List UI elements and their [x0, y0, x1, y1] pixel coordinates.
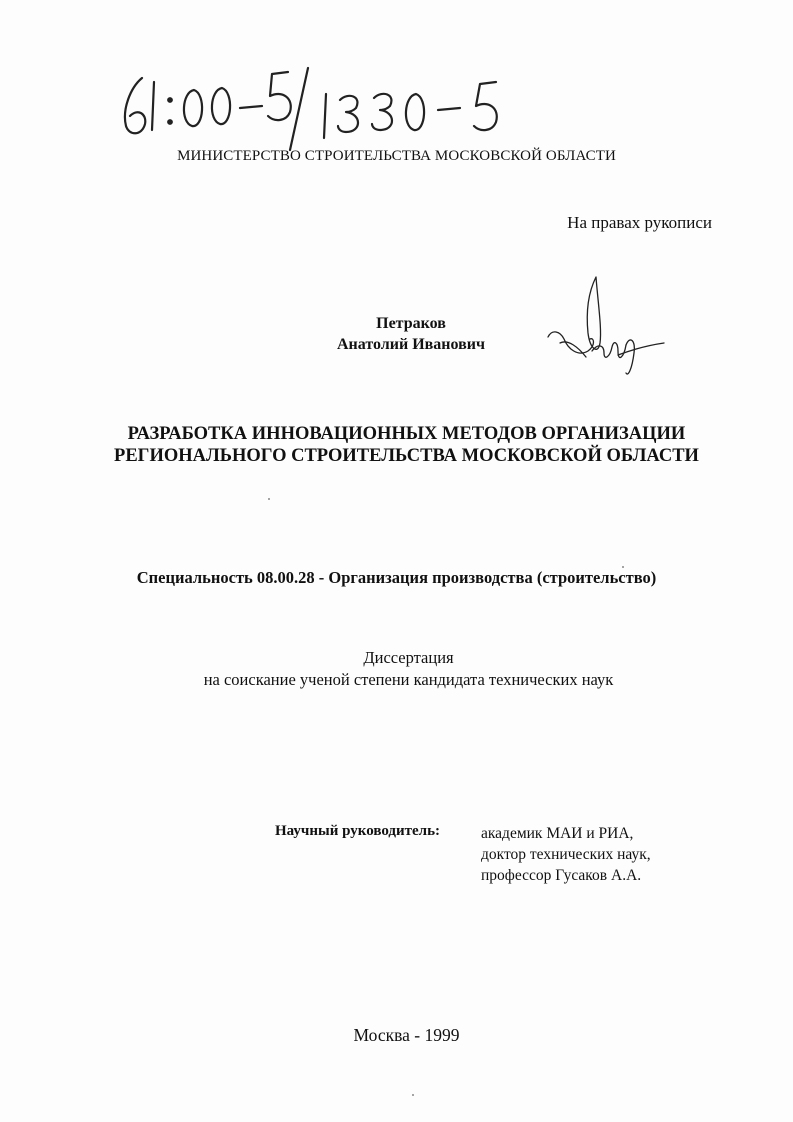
dissertation-line-1: Диссертация [363, 648, 454, 667]
city-year: Москва - 1999 [353, 1025, 460, 1045]
author-given-names: Анатолий Иванович [337, 336, 485, 353]
scan-speck [412, 1094, 414, 1096]
signature-icon [538, 273, 668, 383]
ministry-heading: МИНИСТЕРСТВО СТРОИТЕЛЬСТВА МОСКОВСКОЙ ОБЛАСТИ [177, 148, 616, 164]
advisor-label: Научный руководитель: [275, 823, 440, 839]
scan-speck [622, 566, 624, 568]
advisor-detail-3: профессор Гусаков А.А. [481, 867, 642, 884]
specialty-line: Специальность 08.00.28 - Организация производства (строительство) [136, 568, 657, 587]
title-line-1: РАЗРАБОТКА ИННОВАЦИОННЫХ МЕТОДОВ ОРГАНИЗАЦИИ [127, 424, 686, 444]
author-surname: Петраков [376, 315, 446, 332]
advisor-detail-2: доктор технических наук, [481, 846, 651, 863]
dissertation-title [60, 423, 753, 467]
author-block [311, 313, 511, 355]
dissertation-note [0, 647, 793, 691]
scan-speck [268, 498, 270, 500]
title-line-2: РЕГИОНАЛЬНОГО СТРОИТЕЛЬСТВА МОСКОВСКОЙ ОБЛАСТИ [114, 446, 699, 466]
dissertation-line-2: на соискание ученой степени кандидата технических наук [203, 670, 614, 689]
handwritten-archive-code [112, 60, 512, 152]
rights-note: На правах рукописи [567, 213, 712, 232]
advisor-details [481, 823, 651, 886]
advisor-detail-1: академик МАИ и РИА, [481, 825, 634, 842]
